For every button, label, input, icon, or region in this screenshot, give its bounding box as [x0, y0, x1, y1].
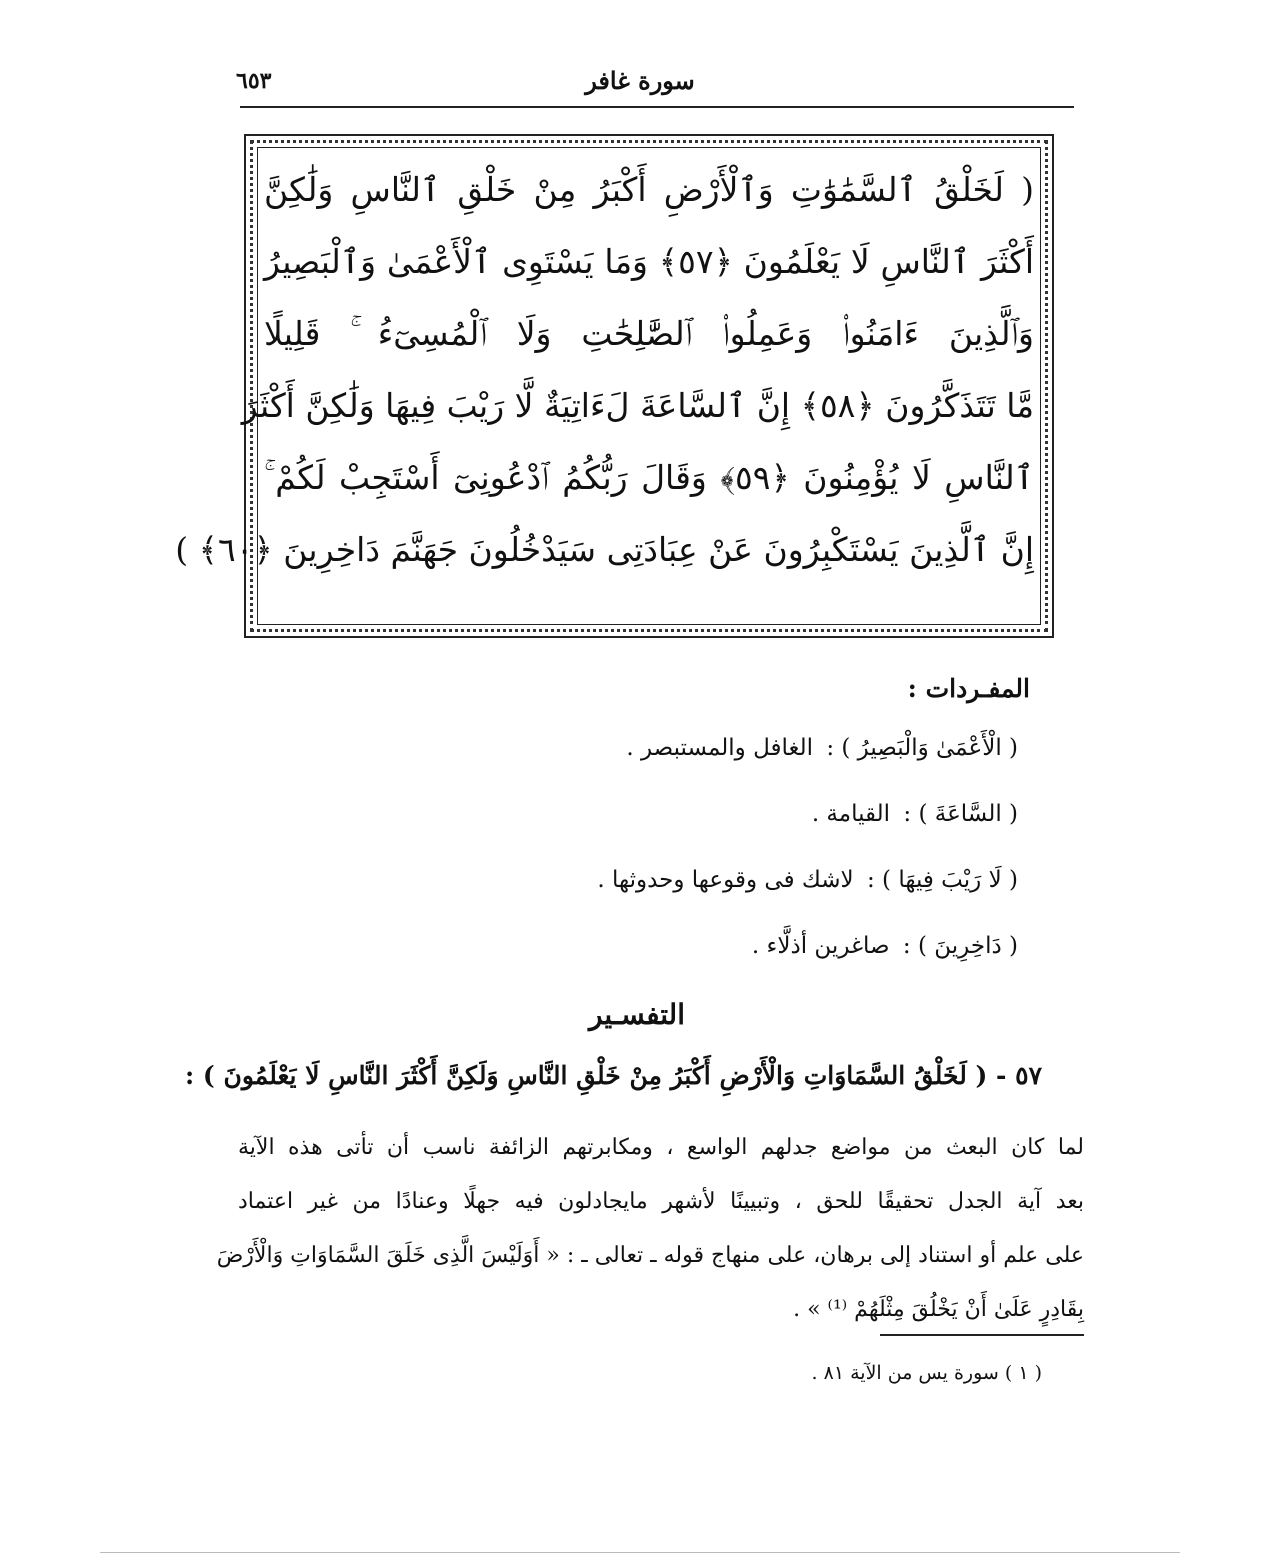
vocabulary-item: [318, 928, 1018, 994]
vocabulary-meaning: صاغرين أذلَّاء .: [751, 933, 890, 959]
verse-line: مَّا تَتَذَكَّرُونَ ﴿٥٨﴾ إِنَّ ٱلسَّاعَةَ لَءَاتِيَةٌ لَّا رَيْبَ فِيهَا وَلَٰكِنَّ أَكْثَرَ: [241, 386, 1034, 425]
vocabulary-item: [318, 862, 1018, 928]
tafsir-body: [216, 1130, 1084, 1346]
verse-line: ٱلنَّاسِ لَا يُؤْمِنُونَ ﴿٥٩﴾ وَقَالَ رَبُّكُمُ ٱدْعُونِىٓ أَسْتَجِبْ لَكُمْ ۚ: [264, 458, 1034, 497]
vocabulary-meaning: لاشك فى وقوعها وحدوثها .: [597, 867, 854, 893]
vocabulary-heading: المفـردات :: [907, 674, 1030, 703]
vocabulary-item: [318, 730, 1018, 796]
vocabulary-list: [318, 730, 1018, 994]
vocabulary-term: ( الْأَعْمَىٰ وَالْبَصِيرُ ) :: [826, 735, 1018, 761]
verse-line: إِنَّ ٱلَّذِينَ يَسْتَكْبِرُونَ عَنْ عِبَادَتِى سَيَدْخُلُونَ جَهَنَّمَ دَاخِرِينَ ﴿٦٠﴾ ): [175, 530, 1034, 569]
scan-edge-line: [100, 1552, 1180, 1553]
surah-title: سورة غافر: [585, 66, 695, 95]
tafsir-line: لما كان البعث من مواضع جدلهم الواسع ، ومكابرتهم الزائفة ناسب أن تأتى هذه الآية: [238, 1135, 1084, 1160]
vocabulary-meaning: القيامة .: [811, 801, 891, 827]
vocabulary-term: ( لَا رَيْبَ فِيهَا ) :: [866, 867, 1018, 893]
vocabulary-item: [318, 796, 1018, 862]
footnote-rule: [880, 1334, 1084, 1336]
tafsir-verse-reference: ٥٧ - ( لَخَلْقُ السَّمَاوَاتِ وَالْأَرْضِ أَكْبَرُ مِنْ خَلْقِ النَّاسِ وَلَكِنَّ أَكْثَرَ النَّاسِ لَا يَعْلَمُونَ ) :: [185, 1061, 1042, 1090]
verse-line: ( لَخَلْقُ ٱلسَّمَٰوَٰتِ وَٱلْأَرْضِ أَكْبَرُ مِنْ خَلْقِ ٱلنَّاسِ وَلَٰكِنَّ: [264, 170, 1034, 209]
tafsir-line: على علم أو استناد إلى برهان، على منهاج قوله ـ تعالى ـ : « أَوَلَيْسَ الَّذِى خَلَقَ السَّمَاوَاتِ وَالْأَرْضَ: [216, 1243, 1084, 1268]
verse-line: وَٱلَّذِينَ ءَامَنُوا۟ وَعَمِلُوا۟ ٱلصَّٰلِحَٰتِ وَلَا ٱلْمُسِىٓءُ ۚ قَلِيلًا: [264, 314, 1034, 353]
verse-line: أَكْثَرَ ٱلنَّاسِ لَا يَعْلَمُونَ ﴿٥٧﴾ وَمَا يَسْتَوِى ٱلْأَعْمَىٰ وَٱلْبَصِيرُ: [264, 242, 1034, 281]
header-rule: [240, 106, 1074, 108]
vocabulary-meaning: الغافل والمستبصر .: [626, 735, 814, 761]
verse-frame: [175, 134, 1054, 638]
page-number: ٦٥٣: [236, 68, 272, 94]
tafsir-line: بعد آية الجدل تحقيقًا للحق ، وتبيينًا لأشهر مايجادلون فيه جهلًا وعنادًا من غير اعتماد: [238, 1189, 1084, 1214]
tafsir-line: بِقَادِرٍ عَلَىٰ أَنْ يَخْلُقَ مِثْلَهُمْ ⁽¹⁾ » .: [793, 1297, 1084, 1322]
verse-text: [175, 170, 1034, 602]
footnote: ( ١ ) سورة يس من الآية ٨١ .: [811, 1362, 1042, 1384]
vocabulary-term: ( دَاخِرِينَ ) :: [902, 933, 1018, 959]
vocabulary-term: ( السَّاعَةَ ) :: [903, 801, 1018, 827]
tafsir-heading: التفسـير: [588, 998, 685, 1031]
